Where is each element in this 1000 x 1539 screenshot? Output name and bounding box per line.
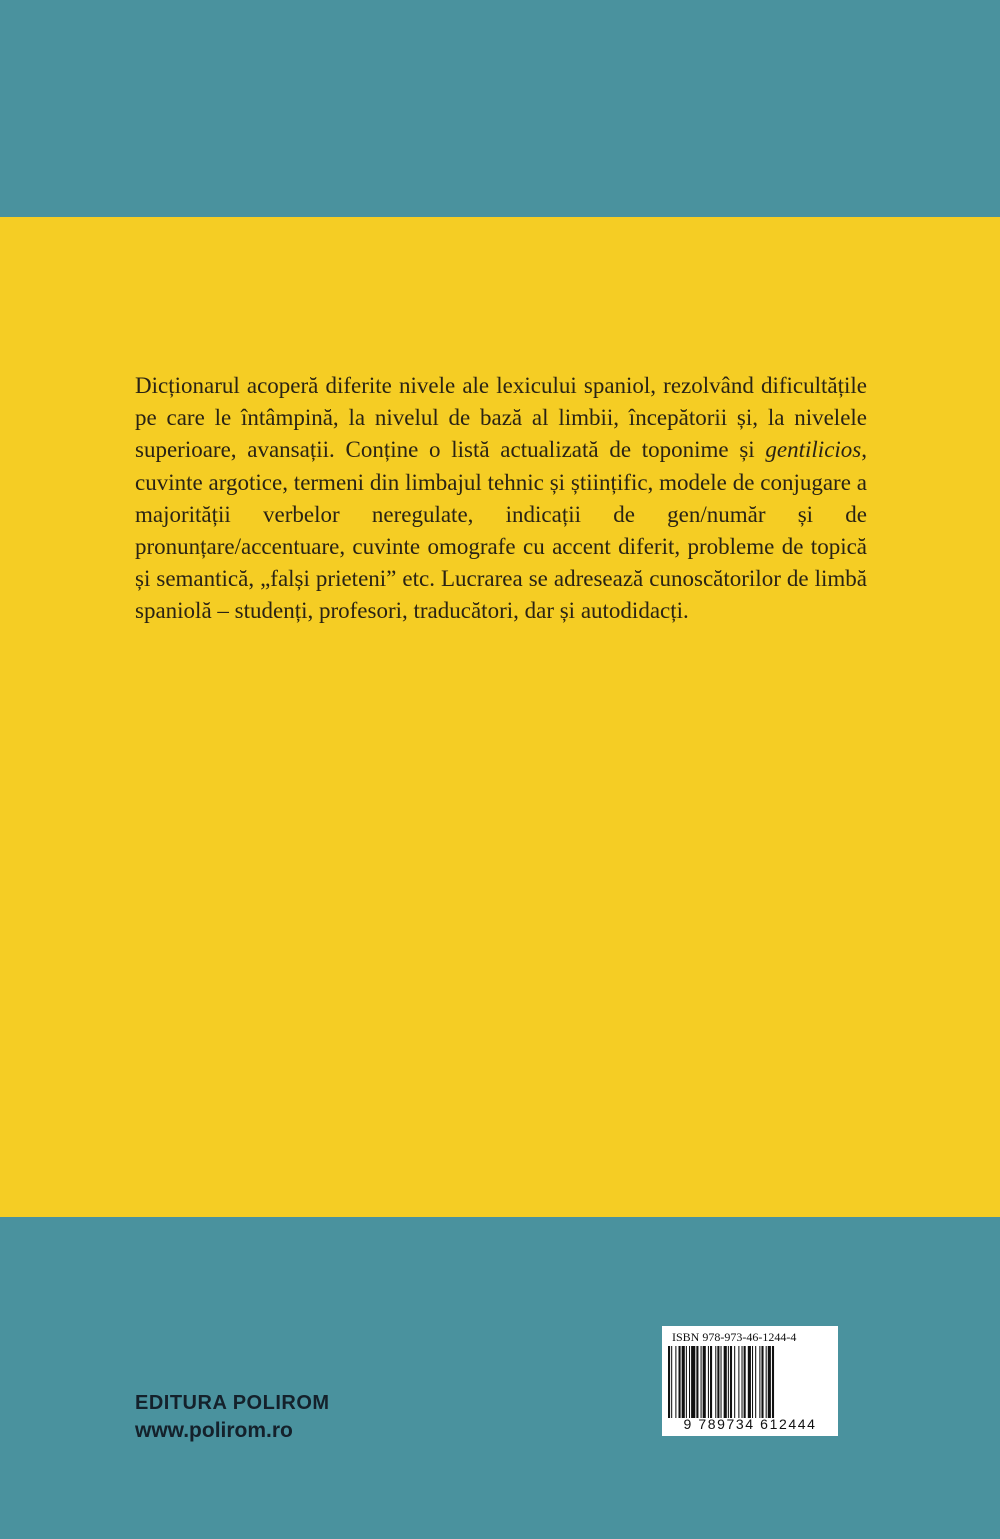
barcode-bar (717, 1346, 719, 1418)
barcode-bar (703, 1346, 706, 1418)
yellow-panel (0, 217, 1000, 1217)
barcode-bar (671, 1346, 672, 1418)
blurb-text-part2: , cuvinte argotice, termeni din limbajul tehnic și științific, modele de conjugare a majorității verbelor neregulate, indicații de gen/număr și de pronunțare/accentuare, cuvinte omografe cu accent diferit, probleme de topică și semantică, „falși prieteni” etc. Lucrarea se adresează cunoscătorilor de limbă spaniolă – studenți, profesori, traducători, dar și autodidacți. (135, 437, 867, 624)
barcode-bar (748, 1346, 751, 1418)
barcode-bar (755, 1346, 756, 1418)
barcode-bar (710, 1346, 712, 1418)
barcode-bar (766, 1346, 767, 1418)
publisher-website: www.polirom.ro (135, 1419, 293, 1442)
barcode-bar (682, 1346, 685, 1418)
barcode-bar (686, 1346, 687, 1418)
barcode-bar (744, 1346, 746, 1418)
barcode-bar (691, 1346, 695, 1418)
barcode-bar (728, 1346, 729, 1418)
barcode-digits: 9 789734 612444 (683, 1416, 817, 1432)
barcode-bar (689, 1346, 690, 1418)
publisher-info (135, 1390, 330, 1446)
barcode-bar (734, 1346, 735, 1418)
barcode-bar (721, 1346, 722, 1418)
publisher-name: EDITURA POLIROM (135, 1392, 330, 1414)
barcode-bar (696, 1346, 698, 1418)
barcode-bar (679, 1346, 681, 1418)
isbn-label: ISBN 978-973-46-1244-4 (672, 1330, 797, 1344)
barcode-bar (759, 1346, 760, 1418)
barcode-bar (761, 1346, 763, 1418)
barcode-bar (730, 1346, 732, 1418)
barcode-bar (768, 1346, 771, 1418)
top-teal-band (0, 0, 1000, 217)
barcode-bar (738, 1346, 739, 1418)
bottom-teal-band (0, 1217, 1000, 1539)
barcode-bar (724, 1346, 727, 1418)
barcode-bar (708, 1346, 709, 1418)
blurb-text-part1: Dicționarul acoperă diferite nivele ale lexicului spaniol, rezolvând dificultățile pe care le întâmpină, la nivelul de bază al limbii, începătorii și, la nivelele superioare, avansații. Conține o listă actualizată de toponime și (135, 373, 867, 463)
barcode-bar (752, 1346, 753, 1418)
barcode-bar (701, 1346, 702, 1418)
description-blurb (135, 370, 867, 628)
barcode-bars (668, 1346, 832, 1418)
barcode-bar (772, 1346, 774, 1418)
barcode-bar (715, 1346, 716, 1418)
barcode-bar (742, 1346, 743, 1418)
barcode-bar (668, 1346, 670, 1418)
blurb-italic-term: gentilicios (765, 437, 862, 463)
isbn-barcode (662, 1326, 838, 1436)
barcode-bar (675, 1346, 676, 1418)
